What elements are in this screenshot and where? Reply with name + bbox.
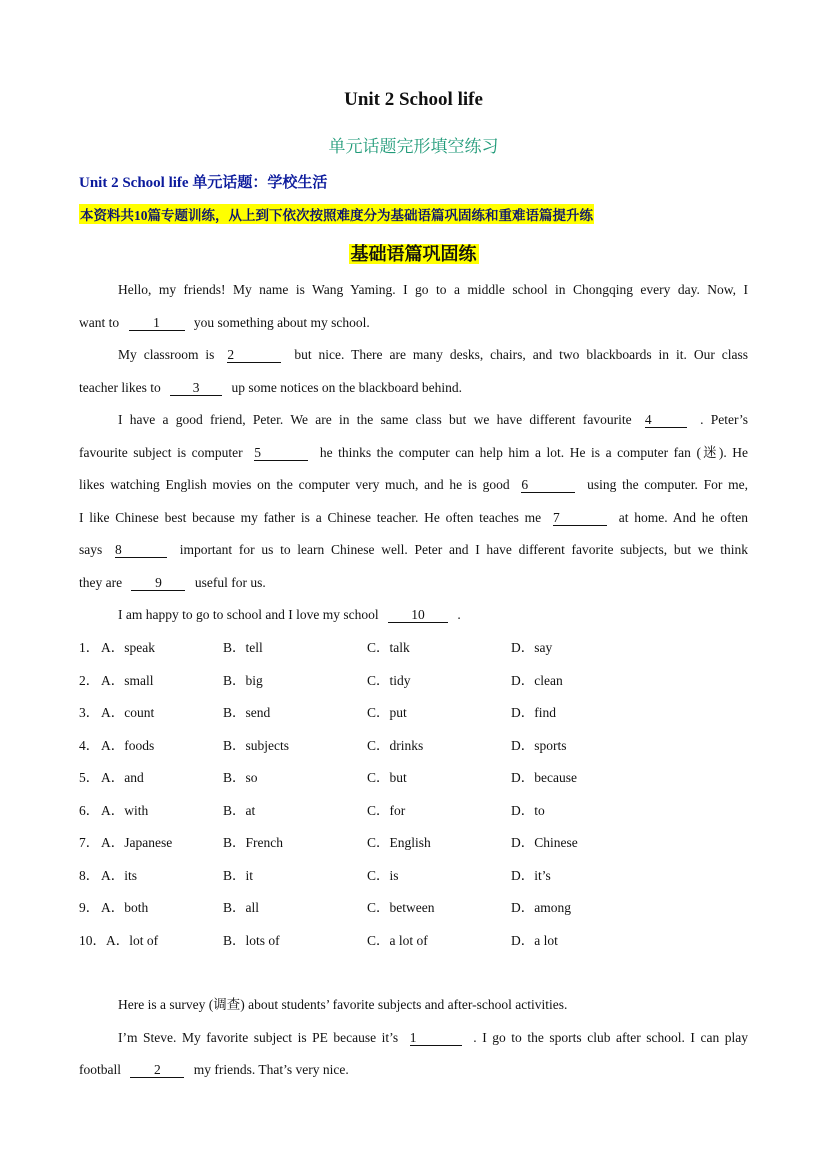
option-d: D．because — [511, 770, 577, 785]
question-number: 9． — [79, 900, 100, 915]
option-a: A．lot of — [106, 932, 159, 948]
section-heading-text: 基础语篇巩固练 — [350, 244, 477, 264]
passage-text: teacher likes to — [79, 379, 161, 395]
question-number: 3． — [79, 705, 100, 720]
passage-text: up some notices on the blackboard behind. — [231, 379, 463, 395]
option-b: B．send — [223, 705, 271, 720]
question-number: 7． — [79, 835, 100, 850]
passage-text: you something about my school. — [193, 314, 370, 330]
option-a: A．with — [101, 802, 149, 818]
passage-line — [79, 281, 748, 299]
passage-line — [79, 606, 748, 624]
passage-line — [79, 1029, 748, 1047]
question-number: 10． — [79, 932, 106, 948]
question-number: 5． — [79, 770, 100, 785]
document-title: Unit 2 School life — [344, 89, 483, 110]
passage-line — [79, 996, 748, 1014]
passage-text: they are — [79, 574, 123, 590]
passage-text: I am happy to go to school and I love my school — [118, 607, 379, 622]
passage-text: I like Chinese best because my father is a Chinese teacher. He often teaches me — [79, 509, 542, 525]
passage-line — [79, 314, 748, 332]
option-d: D．sports — [511, 737, 567, 753]
blank-8: 8 — [115, 543, 167, 558]
passage-text: want to — [79, 314, 120, 330]
passage-line — [79, 476, 748, 494]
passage-text: . — [457, 607, 461, 622]
passage-line — [79, 509, 748, 527]
passage-text: football — [79, 1062, 121, 1077]
passage-line — [79, 444, 748, 462]
option-b: B．subjects — [223, 737, 289, 753]
section-heading — [0, 240, 827, 266]
question-number: 2． — [79, 672, 100, 688]
blank-7: 7 — [553, 511, 607, 526]
option-d: D．to — [511, 802, 545, 818]
blank-1: 1 — [410, 1031, 462, 1046]
question-number: 8． — [79, 867, 100, 883]
blank-3: 3 — [170, 381, 222, 396]
option-a: A．count — [101, 705, 155, 720]
blank-1: 1 — [129, 316, 185, 331]
passage-text: favourite subject is computer — [79, 444, 243, 460]
option-c: C．tidy — [367, 672, 411, 688]
question-number: 4． — [79, 737, 100, 753]
blank-5: 5 — [254, 446, 308, 461]
option-a: A．Japanese — [101, 835, 173, 850]
option-a: A．foods — [101, 737, 155, 753]
option-c: C．talk — [367, 640, 410, 655]
blank-10: 10 — [388, 608, 448, 623]
option-c: C．is — [367, 867, 399, 883]
option-d: D．among — [511, 900, 571, 915]
option-d: D．find — [511, 705, 556, 720]
blank-4: 4 — [645, 413, 687, 428]
passage-text: using the computer. For me, — [587, 477, 748, 492]
option-a: A．both — [101, 900, 149, 915]
option-c: C．between — [367, 900, 435, 915]
option-c: C．but — [367, 770, 407, 785]
option-a: A．and — [101, 770, 144, 785]
question-number: 6． — [79, 802, 100, 818]
option-a: A．its — [101, 867, 138, 883]
passage-text: I’m Steve. My favorite subject is PE because it’s — [118, 1029, 399, 1045]
option-b: B．French — [223, 835, 283, 850]
passage-text: Hello, my friends! My name is Wang Yaming. I go to a middle school in Chongqing every day. Now, I — [118, 282, 748, 297]
passage-line — [79, 541, 748, 559]
passage-text: Here is a survey (调查) about students’ favorite subjects and after-school activities. — [118, 997, 568, 1012]
blank-2: 2 — [227, 348, 281, 363]
passage-line — [79, 346, 748, 364]
passage-text: useful for us. — [194, 574, 266, 590]
passage-text: important for us to learn Chinese well. Peter and I have different favorite subjects, but we think — [179, 542, 748, 557]
passage-line — [79, 1061, 748, 1079]
document-subtitle: 单元话题完形填空练习 — [328, 137, 499, 156]
option-d: D．Chinese — [511, 835, 578, 850]
option-b: B．tell — [223, 640, 263, 655]
option-a: A．small — [101, 672, 154, 688]
passage-text: at home. And he often — [618, 509, 749, 525]
option-c: C．English — [367, 835, 431, 850]
unit-topic: Unit 2 School life 单元话题：学校生活 — [79, 175, 328, 191]
passage-line — [79, 379, 748, 397]
option-b: B．big — [223, 672, 263, 688]
passage-line — [79, 411, 748, 429]
passage-text: . Peter’s — [700, 412, 749, 427]
option-c: C．for — [367, 802, 406, 818]
option-a: A．speak — [101, 640, 155, 655]
option-d: D．it’s — [511, 867, 551, 883]
passage-text: my friends. That’s very nice. — [193, 1062, 349, 1077]
option-d: D．clean — [511, 672, 563, 688]
passage-text: I have a good friend, Peter. We are in the same class but we have different favourite — [118, 412, 632, 427]
option-b: B．at — [223, 802, 256, 818]
option-b: B．it — [223, 867, 254, 883]
highlighted-note: 本资料共10篇专题训练，从上到下依次按照难度分为基础语篇巩固练和重难语篇提升练 — [79, 204, 594, 224]
option-c: C．drinks — [367, 737, 424, 753]
question-number: 1． — [79, 640, 100, 655]
option-c: C．put — [367, 705, 407, 720]
blank-9: 9 — [131, 576, 185, 591]
passage-text: My classroom is — [118, 347, 215, 362]
option-c: C．a lot of — [367, 932, 428, 948]
option-b: B．lots of — [223, 932, 280, 948]
passage-text: . I go to the sports club after school. I can play — [473, 1029, 748, 1045]
passage-text: says — [79, 542, 103, 557]
passage-text: but nice. There are many desks, chairs, and two blackboards in it. Our class — [294, 347, 749, 362]
passage-line — [79, 574, 748, 592]
option-b: B．all — [223, 900, 259, 915]
option-d: D．a lot — [511, 932, 558, 948]
passage-text: he thinks the computer can help him a lot. He is a computer fan (迷). He — [319, 444, 749, 460]
option-b: B．so — [223, 770, 258, 785]
blank-2: 2 — [130, 1063, 184, 1078]
blank-6: 6 — [521, 478, 575, 493]
option-d: D．say — [511, 640, 553, 655]
passage-text: likes watching English movies on the computer very much, and he is good — [79, 477, 510, 492]
